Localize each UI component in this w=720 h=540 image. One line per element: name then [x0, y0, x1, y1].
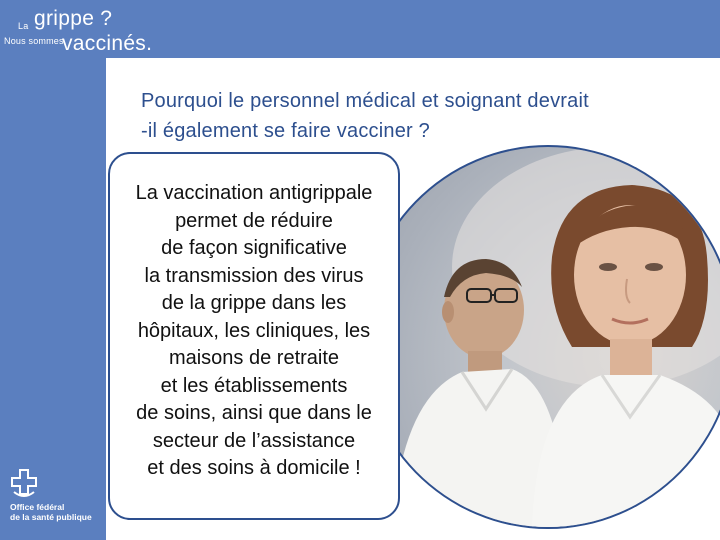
footer-line-1: Office fédéral	[10, 502, 65, 512]
body-line: de façon significative	[161, 237, 347, 259]
body-line: de la grippe dans les	[161, 292, 347, 314]
logo-big-text-1: grippe ?	[34, 7, 113, 30]
body-line: et les établissements	[160, 374, 348, 397]
slide-title	[141, 86, 716, 146]
swiss-cross-icon	[8, 468, 42, 500]
body-line: La vaccination antigrippale	[135, 182, 373, 204]
photo-illustration	[362, 147, 720, 527]
body-line: maisons de retraite	[168, 347, 340, 369]
body-line: permet de réduire	[175, 209, 333, 232]
healthcare-workers-photo	[360, 145, 720, 529]
title-line-1: Pourquoi le personnel médical et soignant devrait	[141, 90, 589, 112]
body-line: et des soins à domicile !	[147, 457, 361, 479]
logo-big-text-2: vaccinés.	[62, 32, 153, 55]
federal-office-name	[10, 502, 92, 522]
left-band	[0, 0, 106, 540]
body-text-box	[108, 152, 400, 520]
logo-small-text-2: Nous sommes	[4, 36, 64, 46]
body-line: secteur de l’assistance	[152, 429, 356, 452]
footer-line-2: de la santé publique	[10, 512, 92, 522]
logo-small-text-1: La	[18, 21, 29, 31]
title-line-2: -il également se faire vacciner ?	[141, 120, 430, 142]
body-line: hôpitaux, les cliniques, les	[137, 319, 371, 342]
body-line: la transmission des virus	[144, 264, 364, 287]
body-line: de soins, ainsi que dans le	[136, 402, 372, 424]
